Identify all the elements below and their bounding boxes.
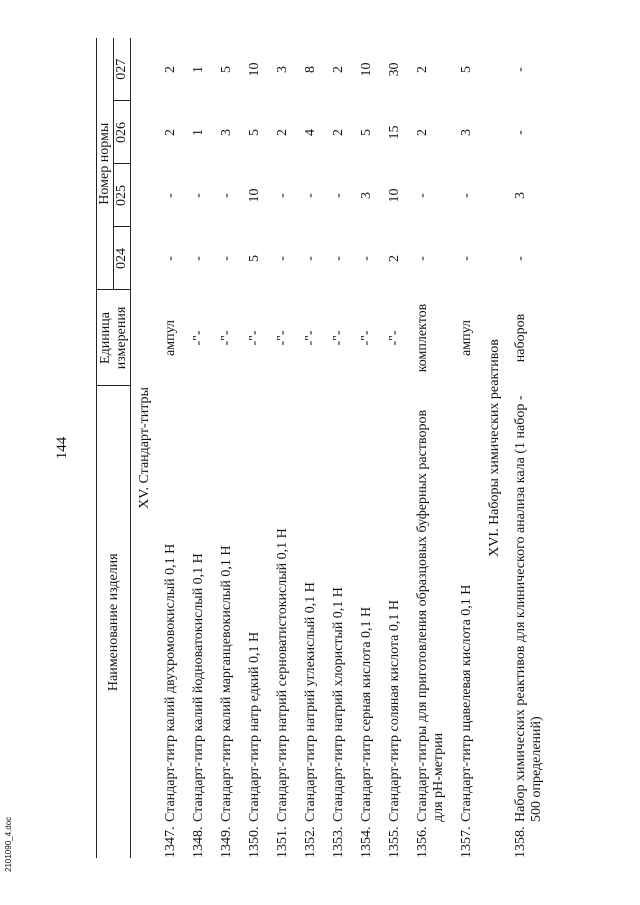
norm-value-027: 30 bbox=[387, 62, 402, 77]
row-number: 1358. bbox=[513, 826, 528, 858]
table-row bbox=[453, 38, 481, 858]
norm-value-026: 2 bbox=[331, 129, 346, 136]
item-unit: -"- bbox=[219, 330, 234, 346]
norm-value-026: 5 bbox=[359, 129, 374, 136]
row-number: 1349. bbox=[219, 826, 234, 858]
norm-value-024: - bbox=[191, 256, 206, 261]
item-name: Стандарт-титр натр едкий 0,1 Н bbox=[247, 631, 262, 822]
item-unit: наборов bbox=[513, 313, 528, 363]
norm-value-026: 2 bbox=[275, 129, 290, 136]
norm-value-027: 1 bbox=[191, 65, 206, 73]
norm-value-027: 8 bbox=[303, 65, 318, 73]
row-number: 1348. bbox=[191, 826, 206, 858]
row-number: 1353. bbox=[331, 826, 346, 858]
section-title: XVI. Наборы химических реактивов bbox=[487, 339, 502, 557]
document-code: 2101090_4.doc bbox=[4, 816, 13, 872]
norm-value-027: 2 bbox=[415, 65, 430, 73]
norm-value-025: - bbox=[275, 193, 290, 198]
norm-value-025: 10 bbox=[247, 188, 262, 203]
item-unit: комплектов bbox=[415, 303, 430, 373]
header-norm-026: 026 bbox=[114, 101, 131, 164]
item-unit: -"- bbox=[275, 330, 290, 346]
row-number: 1350. bbox=[247, 826, 262, 858]
norm-value-027: 10 bbox=[247, 62, 262, 77]
item-name: Стандарт-титр натрий серноватистокислый 0,1 Н bbox=[275, 528, 290, 822]
item-name: Стандарт-титр калий йодноватокислый 0,1 Н bbox=[191, 553, 206, 822]
table-row bbox=[185, 38, 213, 858]
norm-value-026: 3 bbox=[219, 129, 234, 136]
table-row bbox=[353, 38, 381, 858]
table-row bbox=[157, 38, 185, 858]
item-name: Стандарт-титр серная кислота 0,1 Н bbox=[359, 606, 374, 822]
table-row bbox=[213, 38, 241, 858]
item-unit: -"- bbox=[247, 330, 262, 346]
norm-value-024: - bbox=[219, 256, 234, 261]
norm-value-025: - bbox=[303, 193, 318, 198]
header-name: Наименование изделия bbox=[97, 386, 131, 858]
row-number: 1354. bbox=[359, 826, 374, 858]
item-unit: -"- bbox=[359, 330, 374, 346]
norm-value-024: - bbox=[459, 256, 474, 261]
header-row-1 bbox=[97, 38, 114, 858]
item-name: Стандарт-титр калий марганцевокислый 0,1 Н bbox=[219, 545, 234, 822]
norm-value-025: 3 bbox=[513, 192, 528, 199]
table-row bbox=[241, 38, 269, 858]
norm-value-026: 4 bbox=[303, 129, 318, 136]
norm-value-027: - bbox=[513, 67, 528, 72]
norm-value-027: 2 bbox=[163, 65, 178, 73]
norm-value-027: 10 bbox=[359, 62, 374, 77]
row-number: 1352. bbox=[303, 826, 318, 858]
norm-value-026: 1 bbox=[191, 129, 206, 136]
table-row bbox=[325, 38, 353, 858]
table-row bbox=[507, 38, 551, 858]
item-name: Стандарт-титры для приготовления образцовых буферных растворов для рН-метрии bbox=[415, 409, 446, 822]
page-number: 144 bbox=[54, 436, 70, 460]
norm-value-024: 5 bbox=[247, 255, 262, 262]
item-unit: -"- bbox=[191, 330, 206, 346]
norm-value-026: 5 bbox=[247, 129, 262, 136]
item-unit: -"- bbox=[303, 330, 318, 346]
header-norm-group: Номер нормы bbox=[97, 38, 114, 290]
norm-value-024: 2 bbox=[387, 255, 402, 262]
item-unit: ампул bbox=[163, 320, 178, 356]
row-number: 1356. bbox=[415, 826, 430, 858]
norm-value-025: - bbox=[191, 193, 206, 198]
norms-table bbox=[96, 38, 551, 858]
section-heading-row bbox=[481, 38, 507, 858]
norm-value-024: - bbox=[359, 256, 374, 261]
item-name: Стандарт-титр соляная кислота 0,1 Н bbox=[387, 599, 402, 822]
norm-value-026: 15 bbox=[387, 125, 402, 140]
norm-value-024: - bbox=[415, 256, 430, 261]
norm-value-026: 2 bbox=[415, 129, 430, 136]
table-body bbox=[131, 38, 552, 858]
table-row bbox=[381, 38, 409, 858]
norm-value-027: 2 bbox=[331, 65, 346, 73]
header-unit: Единица измерения bbox=[97, 290, 131, 386]
item-name: Стандарт-титр натрий хлористый 0,1 Н bbox=[331, 587, 346, 822]
item-name: Стандарт-титр натрий углекислый 0,1 Н bbox=[303, 582, 318, 822]
table-row bbox=[409, 38, 453, 858]
header-norm-025: 025 bbox=[114, 164, 131, 227]
norm-value-025: - bbox=[331, 193, 346, 198]
item-unit: ампул bbox=[459, 320, 474, 356]
row-number: 1351. bbox=[275, 826, 290, 858]
header-norm-027: 027 bbox=[114, 38, 131, 101]
item-name: Стандарт-титр щавелевая кислота 0,1 Н bbox=[459, 584, 474, 822]
norm-value-025: - bbox=[163, 193, 178, 198]
row-number: 1355. bbox=[387, 826, 402, 858]
item-unit: -"- bbox=[387, 330, 402, 346]
norm-value-025: - bbox=[219, 193, 234, 198]
header-norm-024: 024 bbox=[114, 227, 131, 290]
section-title: XV. Стандарт-титры bbox=[137, 387, 152, 509]
item-name: Стандарт-титр калий двухромовокислый 0,1 Н bbox=[163, 543, 178, 822]
rotated-page bbox=[48, 38, 588, 858]
norm-value-027: 5 bbox=[219, 65, 234, 73]
norm-value-024: - bbox=[513, 256, 528, 261]
row-number: 1357. bbox=[459, 826, 474, 858]
section-heading-row bbox=[131, 38, 158, 858]
item-unit: -"- bbox=[331, 330, 346, 346]
norm-value-026: 2 bbox=[163, 129, 178, 136]
norm-value-025: 10 bbox=[387, 188, 402, 203]
norm-value-025: - bbox=[459, 193, 474, 198]
norm-value-026: 3 bbox=[459, 129, 474, 136]
norm-value-027: 3 bbox=[275, 65, 290, 73]
table-row bbox=[297, 38, 325, 858]
norm-value-025: - bbox=[415, 193, 430, 198]
row-number: 1347. bbox=[163, 826, 178, 858]
norm-value-025: 3 bbox=[359, 192, 374, 199]
table-row bbox=[269, 38, 297, 858]
item-name: Набор химических реактивов для клинического анализа кала (1 набор - 500 определений) bbox=[513, 395, 544, 822]
norm-value-026: - bbox=[513, 130, 528, 135]
norm-value-024: - bbox=[303, 256, 318, 261]
norm-value-024: - bbox=[163, 256, 178, 261]
norm-value-024: - bbox=[275, 256, 290, 261]
norm-value-024: - bbox=[331, 256, 346, 261]
norm-value-027: 5 bbox=[459, 65, 474, 73]
